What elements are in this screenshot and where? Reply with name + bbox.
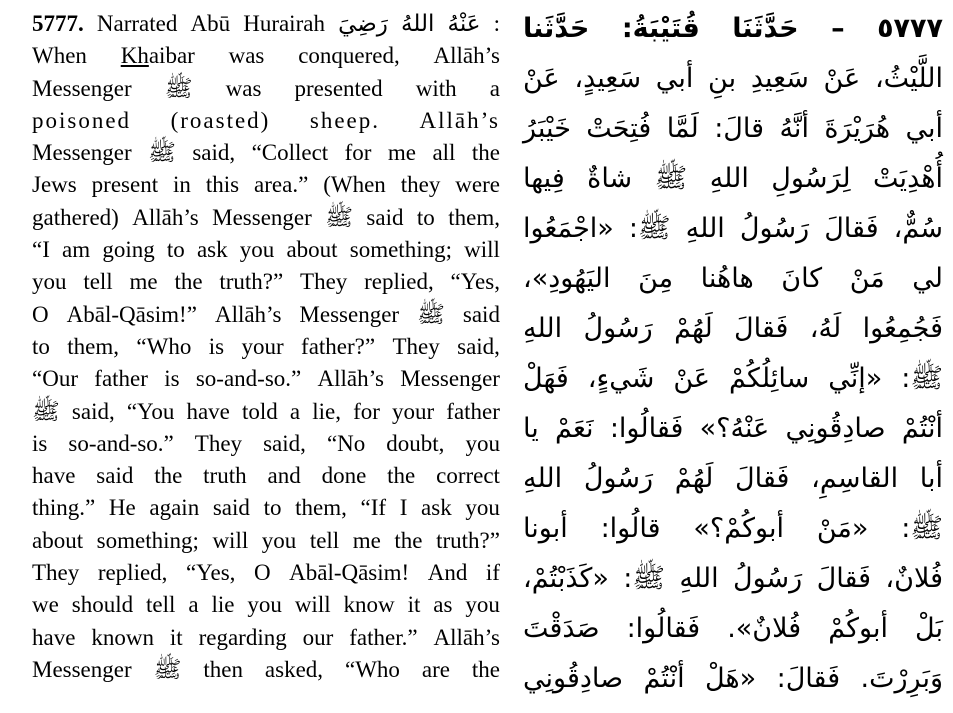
word: them,	[295, 495, 347, 521]
word: know	[343, 592, 395, 618]
word: are	[421, 656, 450, 682]
word: am	[62, 237, 91, 263]
arabic-line: بَلْ أبوكُمْ فُلانٌ». فَقالُوا: صَدَقْتَ	[523, 613, 943, 644]
word: me	[352, 527, 381, 553]
word: the	[394, 527, 423, 553]
word: Allāh’s	[433, 624, 500, 650]
word: Jews	[32, 172, 77, 198]
word: father	[446, 398, 500, 424]
word: they	[400, 172, 441, 198]
word: said	[366, 204, 404, 230]
hadith-number: 5777.	[32, 11, 84, 36]
word: in	[173, 172, 191, 198]
word: said	[462, 301, 500, 327]
word: a	[188, 592, 199, 618]
word: “No	[326, 430, 366, 456]
english-line	[32, 105, 500, 137]
english-line	[32, 73, 500, 105]
word: said,	[71, 398, 115, 424]
english-translation-column	[32, 8, 500, 686]
word: for	[344, 140, 372, 166]
word: the	[174, 269, 203, 295]
word: our	[302, 624, 334, 650]
word: you	[239, 237, 275, 263]
word: tell	[146, 592, 176, 618]
word: it	[169, 624, 183, 650]
word: :	[493, 11, 500, 36]
word: “Yes,	[450, 269, 500, 295]
word: thing.”	[32, 495, 96, 521]
word: the	[154, 463, 183, 489]
word: said,	[457, 333, 500, 359]
word: They	[194, 430, 243, 456]
word: was	[225, 75, 262, 101]
english-line	[32, 331, 500, 363]
word: regarding	[198, 624, 287, 650]
word: Abāl-Qāsim!”	[66, 301, 197, 327]
word: اللهُ	[401, 11, 435, 36]
english-line	[32, 460, 500, 492]
word: area.”	[254, 172, 309, 198]
word: you	[247, 592, 282, 618]
word: “Who	[136, 333, 192, 359]
word: present	[91, 172, 159, 198]
english-line	[32, 363, 500, 395]
word: father?”	[301, 333, 376, 359]
word: ﷺ	[153, 656, 182, 682]
arabic-line: لي مَنْ كانَ هاهُنا مِنَ اليَهُودِ»،	[523, 263, 943, 294]
word: doubt,	[386, 430, 445, 456]
word: “I	[32, 237, 50, 263]
word: will	[212, 527, 249, 553]
word: Messenger	[400, 366, 500, 392]
word: about	[286, 237, 338, 263]
word: so-and-so.”	[195, 366, 302, 392]
word: this	[205, 172, 240, 198]
word: Abāl-Qāsim!	[289, 560, 410, 586]
word: Abū	[190, 11, 231, 36]
word: ﷺ	[32, 398, 60, 424]
word: truth?”	[436, 527, 500, 553]
word: O	[32, 301, 49, 327]
word: the	[471, 140, 500, 166]
word: “Our	[32, 366, 78, 392]
word: me	[129, 269, 158, 295]
word: something;	[349, 237, 452, 263]
word: Allāh’s	[433, 43, 500, 69]
word: They	[300, 269, 348, 295]
word: When	[32, 43, 87, 69]
word: said,	[263, 430, 306, 456]
word: presented	[294, 75, 383, 101]
word: truth	[203, 463, 247, 489]
word: to	[32, 333, 50, 359]
word: correct	[436, 463, 500, 489]
word: poisoned	[32, 107, 132, 133]
word: (When	[323, 172, 386, 198]
word: Allāh’s	[419, 107, 500, 133]
word: ﷺ	[164, 75, 193, 101]
arabic-line: أُهْدِيَتْ لِرَسُولِ اللهِ ﷺ شاةٌ فِيها	[523, 163, 943, 194]
english-line	[32, 8, 500, 40]
word: done	[321, 463, 367, 489]
word: O	[253, 560, 271, 586]
word: “Collect	[251, 140, 329, 166]
arabic-line: فَجُمِعُوا لَهُ، فَقالَ لَهُمْ رَسُولُ اللهِ	[523, 313, 943, 344]
word: tell	[309, 527, 340, 553]
arabic-line: ٥٧٧٧ – حَدَّثَنَا قُتَيْبَةُ: حَدَّثَنا	[523, 13, 943, 44]
word: “If	[360, 495, 387, 521]
word: Messenger	[212, 204, 312, 230]
word: Messenger	[32, 656, 132, 682]
word: have	[186, 398, 230, 424]
word: Messenger	[299, 301, 400, 327]
arabic-line: سُمٌّ، فَقالَ رَسُولُ اللهِ ﷺ: «اجْمَعُوا	[523, 213, 943, 244]
english-line	[32, 137, 500, 169]
word: They	[32, 560, 80, 586]
word: is	[164, 366, 180, 392]
english-line	[32, 654, 500, 686]
word: ﷺ	[325, 204, 353, 230]
arabic-text-column	[523, 4, 943, 704]
english-line	[32, 622, 500, 654]
word: to	[263, 495, 282, 521]
word: عَنْهُ	[447, 11, 481, 36]
word: you	[261, 527, 297, 553]
word: father	[94, 366, 148, 392]
word: said,	[192, 140, 236, 166]
english-line	[32, 396, 500, 428]
word: your	[241, 333, 284, 359]
arabic-line: فُلانٌ، فَقالَ رَسُولُ اللهِ ﷺ: «كَذَبْتُمْ،	[523, 563, 943, 594]
word: them,	[448, 204, 500, 230]
word: as	[433, 592, 453, 618]
word: tell	[83, 269, 113, 295]
word: ask	[196, 237, 228, 263]
word: to	[166, 237, 185, 263]
word: “Yes,	[185, 560, 236, 586]
word: (roasted)	[170, 107, 271, 133]
word: رَضِيَ	[338, 11, 388, 36]
word: you	[465, 430, 500, 456]
word: father.”	[349, 624, 418, 650]
word: is	[208, 333, 225, 359]
word: something;	[96, 527, 199, 553]
word: and	[267, 463, 301, 489]
arabic-line: وَبَرِرْتَ. فَقالَ: «هَلْ أنْتُمْ صادِقُونِي	[523, 663, 943, 694]
word: going	[102, 237, 155, 263]
arabic-line: أبا القاسِمِ، فَقالَ لَهُمْ رَسُولُ اللهِ	[523, 463, 943, 494]
arabic-line: أبي هُرَيْرَةَ أنَّهُ قالَ: لَمَّا فُتِحَتْ خَيْبَرُ	[523, 113, 943, 144]
word: asked,	[264, 656, 324, 682]
word: Allāh’s	[214, 301, 282, 327]
english-line	[32, 557, 500, 589]
word: for	[353, 398, 380, 424]
word: Allāh’s	[317, 366, 384, 392]
word: Messenger	[32, 75, 132, 101]
word: all	[432, 140, 456, 166]
english-line	[32, 169, 500, 201]
english-line	[32, 266, 500, 298]
word: them,	[67, 333, 120, 359]
word: said	[96, 463, 134, 489]
word: should	[71, 592, 134, 618]
word: you	[32, 269, 67, 295]
word: you	[465, 592, 500, 618]
word: said	[212, 495, 250, 521]
word: Narrated	[96, 11, 178, 36]
word: told	[242, 398, 278, 424]
word: we	[32, 592, 59, 618]
word: will	[294, 592, 331, 618]
word: if	[485, 560, 500, 586]
word: ﷺ	[417, 301, 445, 327]
word: have	[32, 463, 76, 489]
word: known	[91, 624, 154, 650]
word: the	[387, 463, 416, 489]
word: Khaibar	[120, 43, 195, 69]
word: replied,	[97, 560, 168, 586]
word: gathered)	[32, 204, 119, 230]
word: so-and-so.”	[68, 430, 174, 456]
word: truth?”	[219, 269, 284, 295]
word: “You	[126, 398, 175, 424]
word: Messenger	[32, 140, 132, 166]
word: will	[464, 237, 500, 263]
word: ask	[421, 495, 452, 521]
english-line	[32, 525, 500, 557]
english-line	[32, 492, 500, 524]
word: were	[455, 172, 500, 198]
word: you	[465, 495, 500, 521]
word: it	[407, 592, 421, 618]
word: conquered,	[298, 43, 400, 69]
word: replied,	[364, 269, 434, 295]
word: Hurairah	[243, 11, 325, 36]
word: again	[149, 495, 200, 521]
word: ﷺ	[148, 140, 176, 166]
word: Allāh’s	[132, 204, 199, 230]
word: have	[32, 624, 76, 650]
word: about	[32, 527, 84, 553]
word: is	[32, 430, 48, 456]
word: They	[392, 333, 440, 359]
english-line	[32, 589, 500, 621]
english-line	[32, 299, 500, 331]
word: was	[228, 43, 265, 69]
word: the	[471, 656, 500, 682]
english-line	[32, 202, 500, 234]
word: He	[108, 495, 136, 521]
word: sheep.	[309, 107, 380, 133]
word: then	[203, 656, 243, 682]
word: me	[387, 140, 417, 166]
word: with	[415, 75, 457, 101]
word: And	[427, 560, 468, 586]
arabic-line: ﷺ: «إنِّي سائِلُكُمْ عَنْ شَيءٍ، فَهَلْ	[523, 363, 943, 394]
word: I	[399, 495, 408, 521]
word: “Who	[344, 656, 400, 682]
word: your	[392, 398, 435, 424]
word: to	[416, 204, 435, 230]
word: a	[489, 75, 500, 101]
arabic-line: ﷺ: «مَنْ أبوكُمْ؟» قالُوا: أبونا	[523, 513, 943, 544]
english-line	[32, 428, 500, 460]
word: lie	[211, 592, 235, 618]
word: a	[289, 398, 301, 424]
arabic-line: أنْتُمْ صادِقُونِي عَنْهُ؟» فَقالُوا: نَعَمْ يا	[523, 413, 943, 444]
english-line	[32, 234, 500, 266]
word: lie,	[312, 398, 341, 424]
english-line	[32, 40, 500, 72]
arabic-line: اللَّيْثُ، عَنْ سَعِيدِ بنِ أبي سَعِيدٍ، عَنْ	[523, 63, 943, 94]
